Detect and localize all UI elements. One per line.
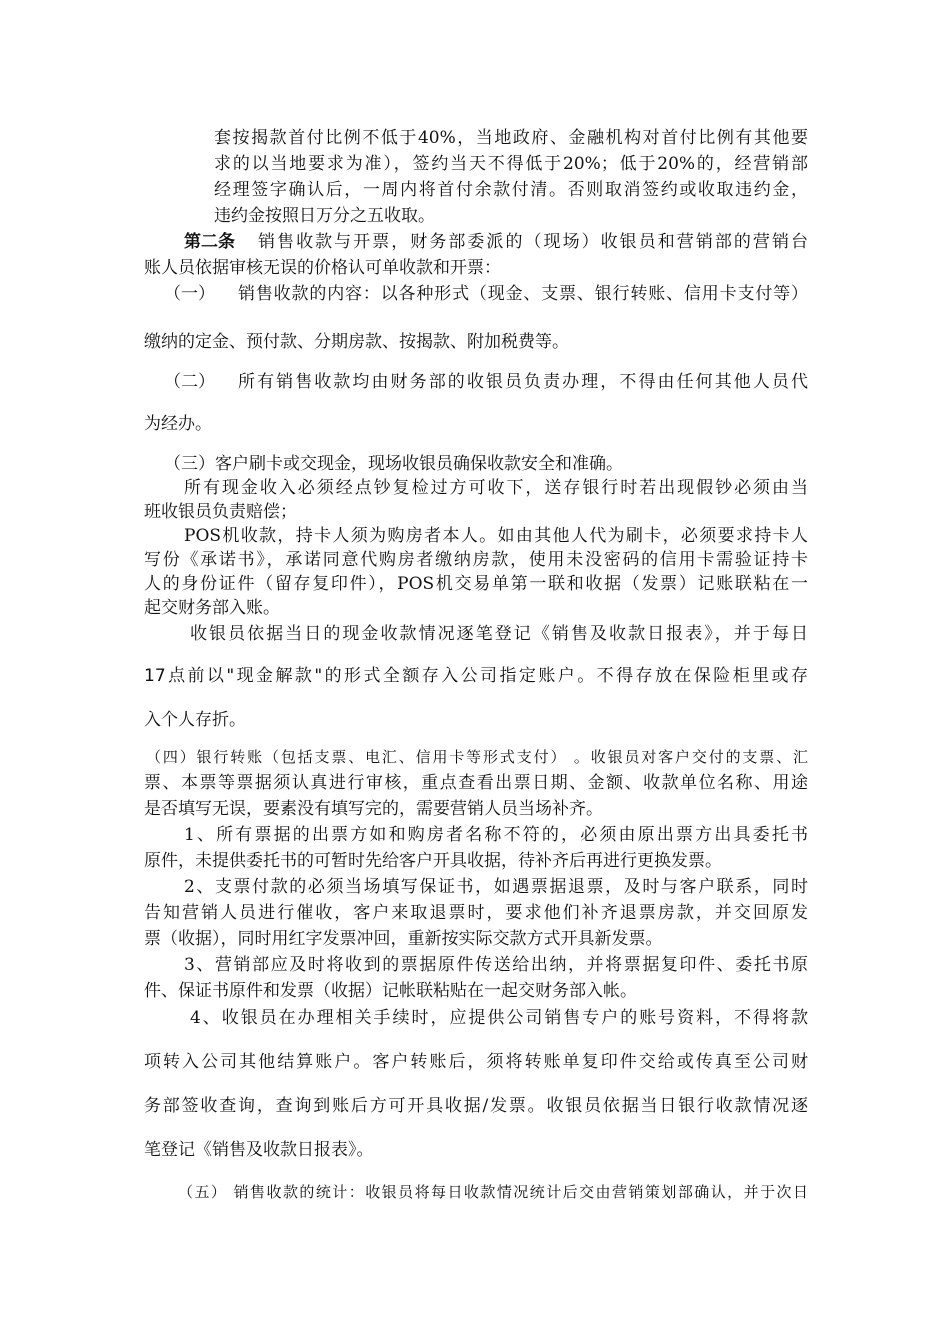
- item3-line-1: 3、营销部应及时将收到的票据原件传送给出纳，并将票据复印件、委托书原: [184, 955, 808, 975]
- pos-line-1: POS机收款，持卡人须为购房者本人。如由其他人代为刷卡，必须要求持卡人: [184, 526, 808, 546]
- article2-label: [184, 230, 235, 254]
- pos-line-4: 起交财务部入账。: [144, 598, 280, 618]
- section5-line-1: （五） 销售收款的统计：收银员将每日收款情况统计后交由营销策划部确认，并于次日: [178, 1183, 808, 1201]
- pos-line-3: 人的身份证件（留存复印件），POS机交易单第一联和收据（发票）记账联粘在一: [144, 574, 808, 594]
- pos-line-2: 写份《承诺书》，承诺同意代购房者缴纳房款，使用未没密码的信用卡需验证持卡: [144, 550, 808, 570]
- section2-line-2: 为经办。: [144, 414, 212, 434]
- article2-line-1: 销售收款与开票，财务部委派的（现场）收银员和营销部的营销台: [258, 232, 808, 252]
- item4-line-1: 4、收银员在办理相关手续时，应提供公司销售专户的账号资料，不得将款: [190, 1008, 808, 1028]
- item2-line-1: 2、支票付款的必须当场填写保证书，如遇票据退票，及时与客户联系，同时: [184, 877, 808, 897]
- section1-line-1: 销售收款的内容：以各种形式（现金、支票、银行转账、信用卡支付等）: [238, 284, 808, 304]
- item3-line-2: 件、保证书原件和发票（收据）记帐联粘贴在一起交财务部入帐。: [144, 981, 637, 1001]
- section4-line-3: 是否填写无误，要素没有填写完的，需要营销人员当场补齐。: [144, 799, 603, 819]
- cash-line-1: 所有现金收入必须经点钞复检过方可收下，送存银行时若出现假钞必须由当: [184, 478, 808, 498]
- item4-line-2: 项转入公司其他结算账户。客户转账后，须将转账单复印件交给或传真至公司财: [144, 1052, 808, 1072]
- item2-line-2: 告知营销人员进行催收，客户来取退票时，要求他们补齐退票房款，并交回原发: [144, 903, 808, 923]
- article-number: 第二条: [184, 232, 235, 252]
- item1-line-2: 原件，未提供委托书的可暂时先给客户开具收据，待补齐后再进行更换发票。: [144, 851, 722, 871]
- daily-line-3: 入个人存折。: [144, 710, 246, 730]
- section1-label: （一）: [164, 284, 215, 304]
- cash-line-2: 班收银员负责赔偿；: [144, 502, 297, 522]
- block1-line-4: 违约金按照日万分之五收取。: [214, 206, 435, 226]
- item1-line-1: 1、所有票据的出票方如和购房者名称不符的，必须由原出票方出具委托书: [184, 825, 808, 845]
- item4-line-4: 笔登记《销售及收款日报表》。: [144, 1140, 374, 1160]
- section2-label: （二）: [164, 372, 215, 392]
- section3-line-1: （三）客户刷卡或交现金，现场收银员确保收款安全和准确。: [164, 454, 623, 474]
- block1-line-3: 经理签字确认后，一周内将首付余款付清。否则取消签约或收取违约金，: [214, 180, 808, 200]
- article2-line-2: 账人员依据审核无误的价格认可单收款和开票：: [144, 258, 501, 278]
- daily-line-2: 17点前以"现金解款"的形式全额存入公司指定账户。不得存放在保险柜里或存: [144, 666, 808, 686]
- block1-line-1: 套按揭款首付比例不低于40%，当地政府、金融机构对首付比例有其他要: [214, 128, 808, 148]
- daily-line-1: 收银员依据当日的现金收款情况逐笔登记《销售及收款日报表》，并于每日: [190, 624, 808, 644]
- item4-line-3: 务部签收查询，查询到账后方可开具收据/发票。收银员依据当日银行收款情况逐: [144, 1096, 808, 1116]
- section4-line-2: 票、本票等票据须认真进行审核，重点查看出票日期、金额、收款单位名称、用途: [144, 773, 808, 793]
- item2-line-3: 票（收据），同时用红字发票冲回，重新按实际交款方式开具新发票。: [144, 929, 663, 949]
- block1-line-2: 求的以当地要求为准），签约当天不得低于20%；低于20%的，经营销部: [214, 154, 808, 174]
- section1-line-2: 缴纳的定金、预付款、分期房款、按揭款、附加税费等。: [144, 332, 569, 352]
- section2-line-1: 所有销售收款均由财务部的收银员负责办理，不得由任何其他人员代: [238, 372, 808, 392]
- section4-line-1: （四）银行转账（包括支票、电汇、信用卡等形式支付） 。收银员对客户交付的支票、汇: [146, 748, 808, 766]
